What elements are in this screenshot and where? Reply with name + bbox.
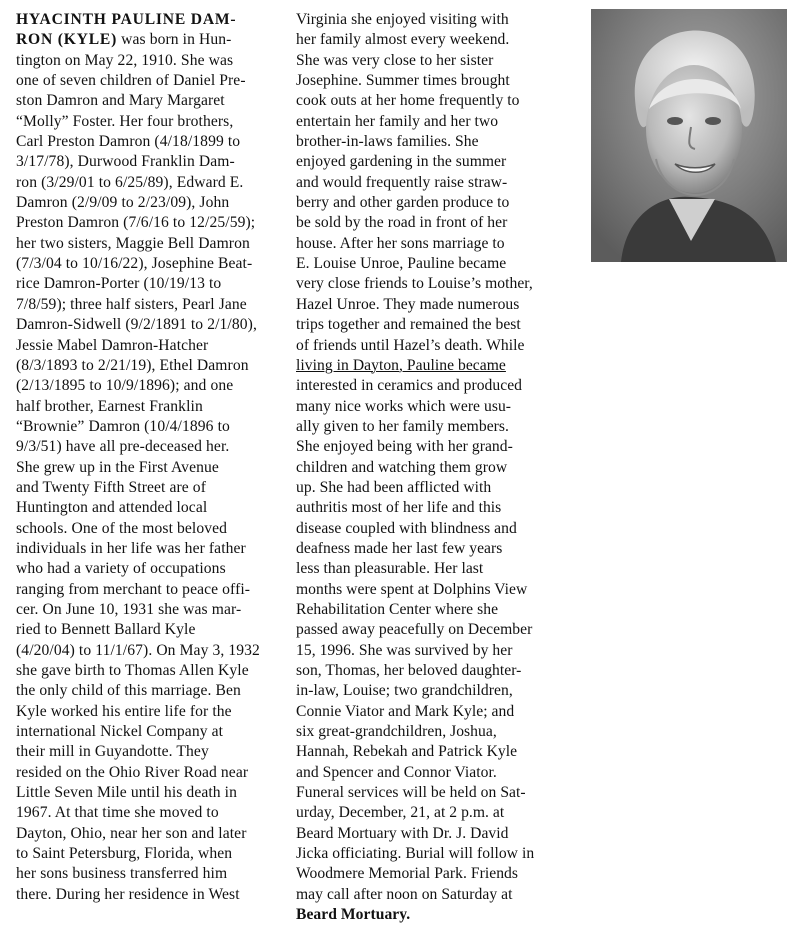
text-line: Preston Damron (7/6/16 to 12/25/59);	[16, 214, 256, 232]
deceased-name-continued: RON (KYLE)	[16, 31, 118, 49]
text-line: Dayton, Ohio, near her son and later	[16, 824, 247, 842]
text-line: international Nickel Company at	[16, 723, 224, 741]
text-line: (2/13/1895 to 10/9/1896); and one	[16, 377, 234, 395]
text-line: Kyle worked his entire life for the	[16, 702, 232, 720]
text-line: “Brownie” Damron (10/4/1896 to	[16, 417, 230, 435]
text-line: Funeral services will be held on Sat-	[296, 784, 526, 802]
text-line: She grew up in the First Avenue	[16, 458, 219, 476]
text-line: six great-grandchildren, Joshua,	[296, 723, 497, 741]
text-line: trips together and remained the best	[296, 316, 521, 334]
text-line: may call after noon on Saturday at	[296, 885, 513, 903]
text-line: Damron-Sidwell (9/2/1891 to 2/1/80),	[16, 316, 257, 334]
text-line: Jicka officiating. Burial will follow in	[296, 845, 535, 863]
text-line: Hazel Unroe. They made numerous	[296, 295, 520, 313]
text-line: to Saint Petersburg, Florida, when	[16, 845, 233, 863]
text-line: up. She had been afflicted with	[296, 478, 492, 496]
funeral-home-name: Beard Mortuary.	[296, 906, 411, 924]
text-line: urday, December, 21, at 2 p.m. at	[296, 804, 505, 822]
text-line: and Twenty Fifth Street are of	[16, 478, 206, 496]
text-line: half brother, Earnest Franklin	[16, 397, 203, 415]
text-line: She was very close to her sister	[296, 51, 494, 69]
text-line: in-law, Louise; two grandchildren,	[296, 682, 513, 700]
text-line: individuals in her life was her father	[16, 539, 246, 557]
text-line: and Spencer and Connor Viator.	[296, 763, 497, 781]
text-line: their mill in Guyandotte. They	[16, 743, 209, 761]
text-line: E. Louise Unroe, Pauline became	[296, 255, 507, 273]
text-line: she gave birth to Thomas Allen Kyle	[16, 662, 249, 679]
text-line: children and watching them grow	[296, 458, 508, 476]
text-line: Jessie Mabel Damron-Hatcher	[16, 336, 209, 354]
text-line: Carl Preston Damron (4/18/1899 to	[16, 133, 241, 151]
text-line: Woodmere Memorial Park. Friends	[296, 865, 519, 883]
text-line: brother-in-laws families. She	[296, 133, 479, 151]
text-line: entertain her family and her two	[296, 112, 499, 130]
text-line: berry and other garden produce to	[296, 194, 510, 212]
text-line: her family almost every weekend.	[296, 31, 510, 49]
obituary-column-2	[296, 10, 574, 925]
text-line: deafness made her last few years	[296, 539, 503, 557]
text-line: ried to Bennett Ballard Kyle	[16, 621, 196, 639]
text-line: Beard Mortuary with Dr. J. David	[296, 824, 509, 842]
text-line: (4/20/04) to 11/1/67). On May 3, 1932	[16, 641, 260, 659]
text-line: 3/17/78), Durwood Franklin Dam-	[16, 153, 235, 171]
text-line: there. During her residence in West	[16, 885, 240, 903]
text-line: tington on May 22, 1910. She was	[16, 51, 234, 69]
text-line: and would frequently raise straw-	[296, 173, 508, 191]
text-line: 1967. At that time she moved to	[16, 804, 219, 822]
text-line: ron (3/29/01 to 6/25/89), Edward E.	[16, 173, 244, 191]
text-line: She enjoyed being with her grand-	[296, 438, 513, 456]
text-line: very close friends to Louise’s mother,	[296, 275, 533, 293]
text-line: Damron (2/9/09 to 2/23/09), John	[16, 194, 230, 212]
text-line: Little Seven Mile until his death in	[16, 784, 238, 802]
text-line: 7/8/59); three half sisters, Pearl Jane	[16, 295, 247, 313]
text-line: Virginia she enjoyed visiting with	[296, 11, 509, 28]
text-line: son, Thomas, her beloved daughter-	[296, 662, 522, 679]
text-line: interested in ceramics and produced	[296, 377, 523, 395]
text-line: of friends until Hazel’s death. While	[296, 336, 525, 354]
text-line: Rehabilitation Center where she	[296, 600, 499, 618]
text-line: who had a variety of occupations	[16, 560, 226, 578]
text-fragment: was born in Hun-	[117, 31, 232, 49]
text-line: resided on the Ohio River Road near	[16, 763, 249, 781]
text-line	[16, 30, 288, 50]
deceased-name: HYACINTH PAULINE DAM-	[16, 11, 237, 28]
text-line: authritis most of her life and this	[296, 499, 502, 517]
text-line: be sold by the road in front of her	[296, 214, 508, 232]
text-line: 9/3/51) have all pre-deceased her.	[16, 438, 230, 456]
text-line: living in Dayton, Pauline became	[296, 356, 506, 374]
text-line: enjoyed gardening in the summer	[296, 153, 507, 171]
text-line: her two sisters, Maggie Bell Damron	[16, 234, 250, 252]
text-line: disease coupled with blindness and	[296, 519, 517, 537]
text-line: (7/3/04 to 10/16/22), Josephine Beat-	[16, 255, 253, 273]
text-line: Hannah, Rebekah and Patrick Kyle	[296, 743, 518, 761]
text-line	[16, 10, 288, 30]
text-line: (8/3/1893 to 2/21/19), Ethel Damron	[16, 356, 249, 374]
text-line: many nice works which were usu-	[296, 397, 512, 415]
text-line: rice Damron-Porter (10/19/13 to	[16, 275, 222, 293]
text-line: schools. One of the most beloved	[16, 519, 228, 537]
text-line: ston Damron and Mary Margaret	[16, 92, 225, 110]
portrait-image	[591, 9, 787, 262]
text-line: ranging from merchant to peace offi-	[16, 580, 251, 598]
text-line: ally given to her family members.	[296, 417, 509, 435]
obituary-column-1	[16, 10, 288, 905]
text-line: her sons business transferred him	[16, 865, 228, 883]
text-line: cook outs at her home frequently to	[296, 92, 520, 110]
text-line: cer. On June 10, 1931 she was mar-	[16, 600, 242, 618]
text-line: Josephine. Summer times brought	[296, 72, 510, 90]
text-line: Connie Viator and Mark Kyle; and	[296, 702, 515, 720]
text-line: passed away peacefully on December	[296, 621, 533, 639]
text-line: Huntington and attended local	[16, 499, 208, 517]
text-line: house. After her sons marriage to	[296, 234, 505, 252]
text-line: less than pleasurable. Her last	[296, 560, 484, 578]
text-line: months were spent at Dolphins View	[296, 580, 528, 598]
text-line: one of seven children of Daniel Pre-	[16, 72, 246, 90]
portrait-photo	[591, 9, 787, 262]
text-line: “Molly” Foster. Her four brothers,	[16, 112, 234, 130]
text-line: 15, 1996. She was survived by her	[296, 641, 513, 659]
text-line: the only child of this marriage. Ben	[16, 682, 241, 700]
